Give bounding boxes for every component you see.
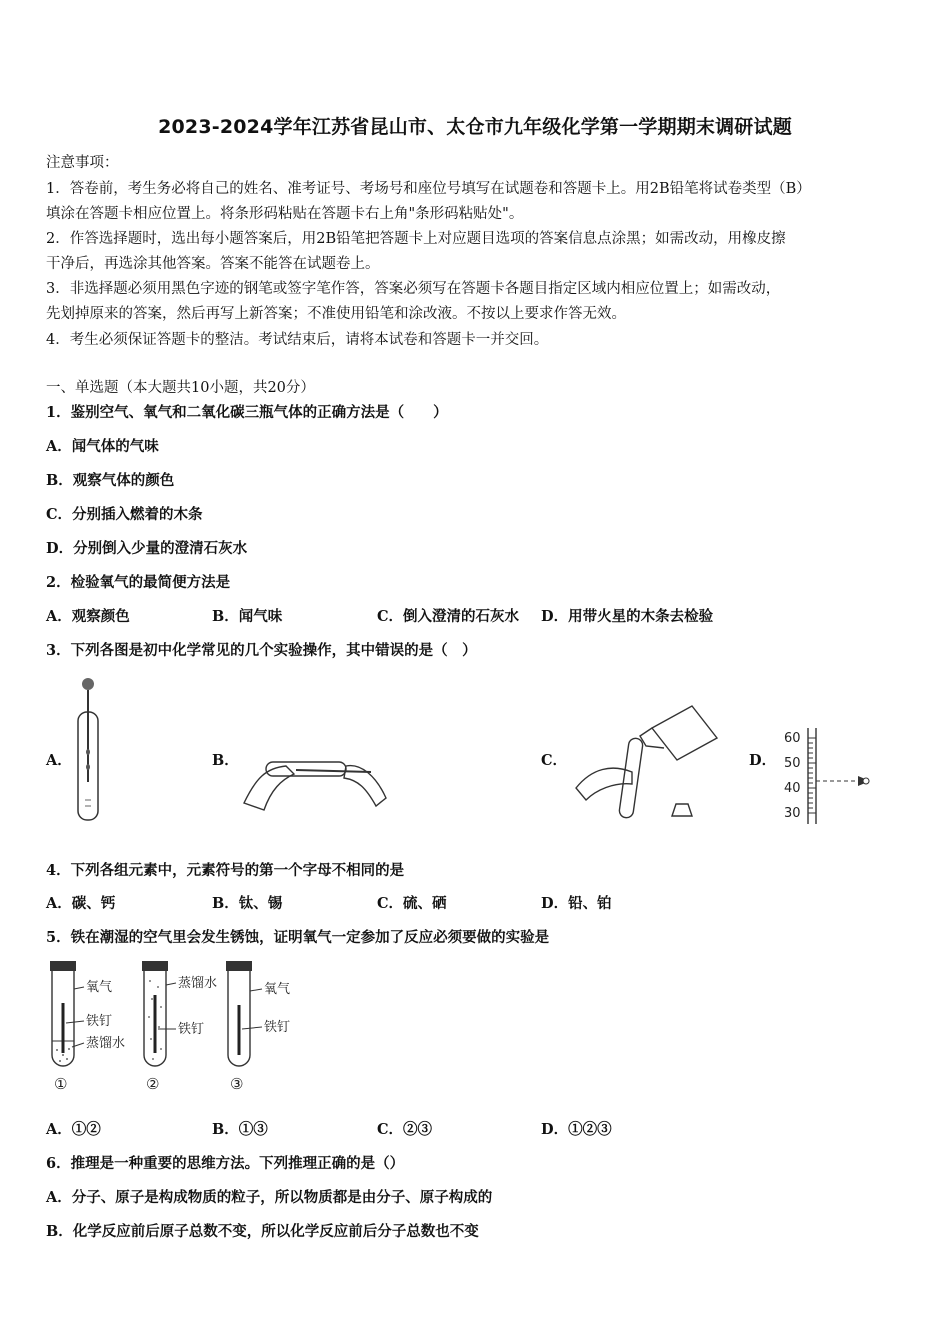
q1-option-c[interactable]: C．分别插入燃着的木条 [46,506,203,523]
section-heading: 一、单选题（本大题共10小题，共20分） [46,380,315,396]
q3-label-d[interactable]: D． [749,752,777,769]
question-2-stem: 2．检验氧气的最简便方法是 [46,574,231,591]
notice-line: 2．作答选择题时，选出每小题答案后，用2B铅笔把答题卡上对应题目选项的答案信息点涂黑；如需改动，用橡皮擦 [46,231,786,247]
label-nail: 铁钉 [178,1022,205,1037]
q1-option-b[interactable]: B．观察气体的颜色 [46,472,175,489]
tube-number: ③ [230,1075,244,1093]
left-hand-icon [244,766,294,810]
stopper-icon [226,961,252,971]
q3-label-a[interactable]: A． [46,752,72,769]
iron-rust-experiment-figure [40,955,310,1095]
label-water: 蒸馏水 [178,976,218,991]
question-6-stem: 6．推理是一种重要的思维方法。下列推理正确的是（） [46,1155,405,1172]
question-3-stem: 3．下列各图是初中化学常见的几个实验操作，其中错误的是（ ） [46,642,477,659]
q1-option-d[interactable]: D．分别倒入少量的澄清石灰水 [46,540,248,557]
notice-line: 干净后，再选涂其他答案。答案不能答在试题卷上。 [46,256,380,272]
q6-option-a[interactable]: A．分子、原子是构成物质的粒子，所以物质都是由分子、原子构成的 [46,1189,493,1206]
label-water: 蒸馏水 [86,1036,126,1051]
notice-line: 填涂在答题卡相应位置上。将条形码粘贴在答题卡右上角"条形码粘贴处"。 [46,206,524,222]
tick-label: 60 [784,731,801,746]
tick-label: 50 [784,756,801,771]
test-tube-icon [619,737,644,818]
reagent-bottle-icon [652,706,717,760]
q4-option-a[interactable]: A．碳、钙 [46,895,116,912]
graduated-cylinder-figure [778,724,888,828]
q2-option-d[interactable]: D．用带火星的木条去检验 [541,608,714,625]
q6-option-b[interactable]: B．化学反应前后原子总数不变，所以化学反应前后分子总数也不变 [46,1223,479,1240]
label-nail: 铁钉 [264,1020,291,1035]
q2-option-a[interactable]: A．观察颜色 [46,608,130,625]
label-oxygen: 氧气 [86,980,113,995]
tick-label: 40 [784,781,801,796]
q5-option-a[interactable]: A．①② [46,1121,101,1138]
notice-heading: 注意事项： [46,155,119,171]
pouring-liquid-figure [572,698,722,826]
hand-icon [576,768,632,800]
dropper-bulb-icon [82,678,94,690]
stopper-icon [142,961,168,971]
label-nail: 铁钉 [86,1014,113,1029]
hands-holding-tube-figure [236,748,396,818]
notice-line: 1．答卷前，考生务必将自己的姓名、准考证号、考场号和座位号填写在试题卷和答题卡上。用2B铅笔将试卷类型（B） [46,181,811,197]
q2-option-c[interactable]: C．倒入澄清的石灰水 [377,608,520,625]
tick-label: 30 [784,806,801,821]
q3-label-b[interactable]: B． [212,752,239,769]
q5-option-d[interactable]: D．①②③ [541,1121,612,1138]
q2-option-b[interactable]: B．闻气味 [212,608,283,625]
question-1-stem: 1．鉴别空气、氧气和二氧化碳三瓶气体的正确方法是（ ） [46,404,448,421]
q4-option-b[interactable]: B．钛、锡 [212,895,283,912]
q4-option-d[interactable]: D．铅、铂 [541,895,612,912]
q3-label-c[interactable]: C． [541,752,568,769]
bottle-stopper-icon [672,804,692,816]
q5-option-b[interactable]: B．①③ [212,1121,268,1138]
q4-option-c[interactable]: C．硫、硒 [377,895,447,912]
q1-option-a[interactable]: A．闻气体的气味 [46,438,159,455]
q5-option-c[interactable]: C．②③ [377,1121,433,1138]
test-tube-icon [266,762,346,776]
label-oxygen: 氧气 [264,982,291,997]
page-title: 2023-2024学年江苏省昆山市、太仓市九年级化学第一学期期末调研试题 [158,116,792,138]
tube-number: ② [146,1075,160,1093]
question-4-stem: 4．下列各组元素中，元素符号的第一个字母不相同的是 [46,862,405,879]
notice-line: 3．非选择题必须用黑色字迹的钢笔或签字笔作答，答案必须写在答题卡各题目指定区域内相应位置上；如需改动， [46,281,781,297]
stopper-icon [50,961,76,971]
question-5-stem: 5．铁在潮湿的空气里会发生锈蚀，证明氧气一定参加了反应必须要做的实验是 [46,929,550,946]
dropper-in-tube-figure [66,672,116,827]
tube-number: ① [54,1075,68,1093]
notice-line: 4．考生必须保证答题卡的整洁。考试结束后，请将本试卷和答题卡一并交回。 [46,332,549,348]
notice-line: 先划掉原来的答案，然后再写上新答案；不准使用铅笔和涂改液。不按以上要求作答无效。 [46,306,626,322]
